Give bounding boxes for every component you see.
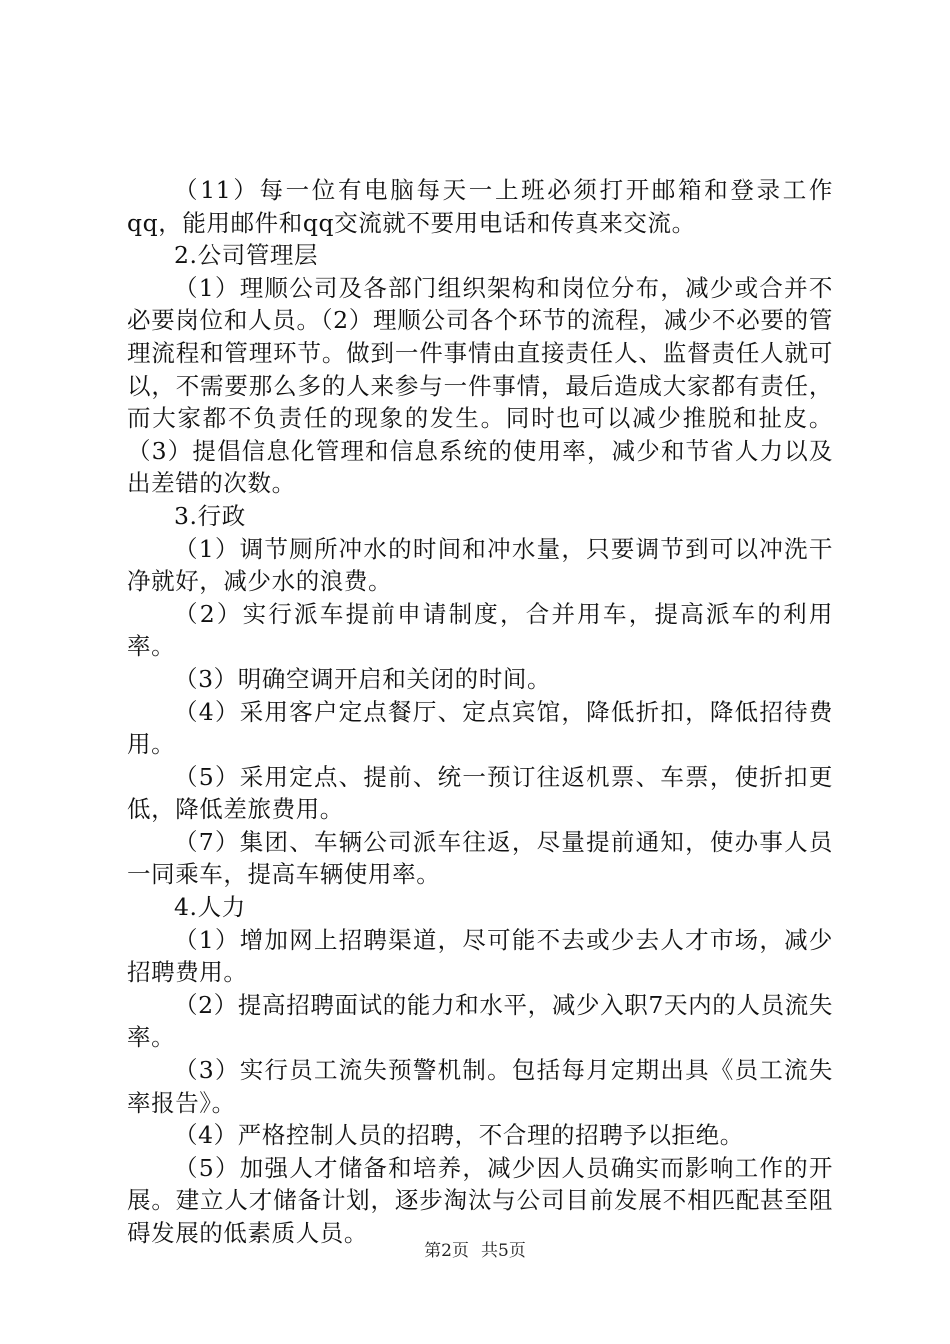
paragraph-hr-interview: （2）提高招聘面试的能力和水平，减少入职7天内的人员流失率。	[127, 990, 833, 1052]
section-heading-admin: 3.行政	[174, 501, 246, 530]
paragraph-management-structure: （1）理顺公司及各部门组织架构和岗位分布，减少或合并不必要岗位和人员。（2）理顺公司各个环节的流程，减少不必要的管理流程和管理环节。做到一件事情由直接责任人、监督责任人就可以，不需要那么多的人来参与一件事情，最后造成大家都有责任，而大家都不负责任的现象的发生。同时也可以减少推脱和扯皮。（3）提倡信息化管理和信息系统的使用率，减少和节省人力以及出差错的次数。	[127, 273, 833, 498]
document-body	[127, 174, 833, 1250]
paragraph-admin-travel: （5）采用定点、提前、统一预订往返机票、车票，使折扣更低，降低差旅费用。	[127, 762, 833, 824]
page-total: 共5页	[481, 1241, 526, 1261]
paragraph-hr-attrition: （3）实行员工流失预警机制。包括每月定期出具《员工流失率报告》。	[127, 1056, 833, 1117]
page-number: 第2页	[424, 1241, 469, 1261]
section-heading-hr: 4.人力	[174, 893, 246, 922]
paragraph-admin-vehicle: （2）实行派车提前申请制度，合并用车，提高派车的利用率。	[127, 599, 833, 661]
section-heading-management: 2.公司管理层	[174, 241, 319, 270]
paragraph-hr-recruiting-channels: （1）增加网上招聘渠道，尽可能不去或少去人才市场，减少招聘费用。	[127, 925, 833, 987]
paragraph-admin-shuttle: （7）集团、车辆公司派车往返，尽量提前通知，使办事人员一同乘车，提高车辆使用率。	[127, 827, 833, 889]
paragraph-admin-aircon: （3）明确空调开启和关闭的时间。	[174, 664, 552, 693]
paragraph-hr-hiring-control: （4）严格控制人员的招聘，不合理的招聘予以拒绝。	[174, 1121, 744, 1150]
paragraph-admin-hospitality: （4）采用客户定点餐厅、定点宾馆，降低折扣，降低招待费用。	[127, 697, 833, 759]
page-footer	[0, 1240, 950, 1262]
paragraph-admin-toilet: （1）调节厕所冲水的时间和冲水量，只要调节到可以冲洗干净就好，减少水的浪费。	[127, 534, 833, 596]
paragraph-qq-email: （11）每一位有电脑每天一上班必须打开邮箱和登录工作qq，能用邮件和qq交流就不要用电话和传真来交流。	[127, 176, 833, 237]
paragraph-hr-talent-reserve: （5）加强人才储备和培养，减少因人员确实而影响工作的开展。建立人才储备计划，逐步淘汰与公司目前发展不相匹配甚至阻碍发展的低素质人员。	[127, 1153, 833, 1247]
